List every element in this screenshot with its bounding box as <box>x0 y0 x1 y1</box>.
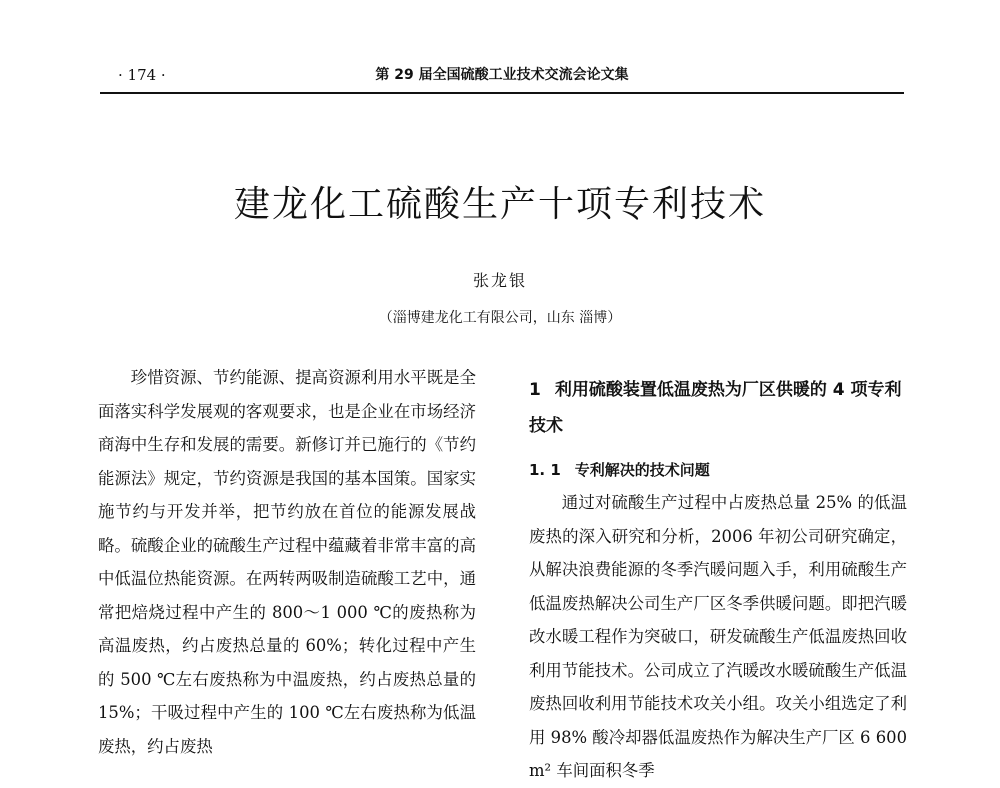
left-column <box>98 361 476 763</box>
subsection-heading <box>529 454 907 486</box>
section-heading <box>529 372 907 444</box>
section-title: 利用硫酸装置低温废热为厂区供暖的 4 项专利技术 <box>529 380 902 436</box>
author-affiliation: （淄博建龙化工有限公司，山东 淄博） <box>378 310 622 326</box>
article-title: 建龙化工硫酸生产十项专利技术 <box>233 184 766 225</box>
body-paragraph: 通过对硫酸生产过程中占废热总量 25% 的低温废热的深入研究和分析，2006 年初公司研究确定，从解决浪费能源的冬季汽暖问题入手，利用硫酸生产低温废热解决公司生产厂区冬季供暖问题。即把汽暖改水暖工程作为突破口，研发硫酸生产低温废热回收利用节能技术。公司成立了汽暖改水暖硫酸生产低温废热回收利用节能技术攻关小组。攻关小组选定了利用 98% 酸冷却器低温废热作为解决生产厂区 6 600 m² 车间面积冬季 <box>529 493 907 780</box>
intro-paragraph: 珍惜资源、节约能源、提高资源利用水平既是全面落实科学发展观的客观要求，也是企业在市场经济商海中生存和发展的需要。新修订并已施行的《节约能源法》规定，节约资源是我国的基本国策。国家实施节约与开发并举，把节约放在首位的能源发展战略。硫酸企业的硫酸生产过程中蕴藏着非常丰富的高中低温位热能资源。在两转两吸制造硫酸工艺中，通常把焙烧过程中产生的 800～1 000 ℃的废热称为高温废热，约占废热总量的 60%；转化过程中产生的 500 ℃左右废热称为中温废热，约占废热总量的 15%；干吸过程中产生的 100 ℃左右废热称为低温废热，约占废热 <box>98 368 476 756</box>
section-number: 1 <box>529 380 541 400</box>
header-rule <box>100 92 904 94</box>
running-head <box>100 64 904 86</box>
subsection-title: 专利解决的技术问题 <box>574 461 710 479</box>
right-column <box>529 361 907 788</box>
page-number: · 174 · <box>118 66 166 84</box>
author-name: 张龙银 <box>472 271 527 290</box>
subsection-number: 1. 1 <box>529 461 561 479</box>
journal-title: 第 29 届全国硫酸工业技术交流会论文集 <box>375 67 629 83</box>
